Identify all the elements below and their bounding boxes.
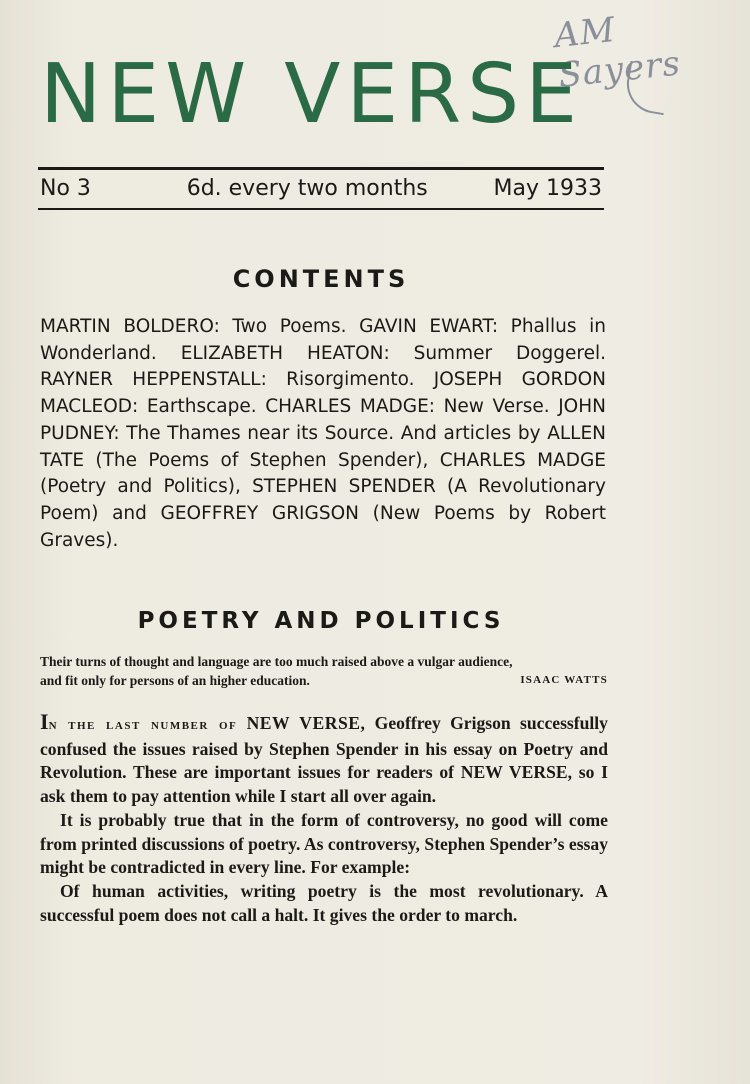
contents-heading: CONTENTS: [232, 265, 410, 293]
article-paragraph-2: It is probably true that in the form of controversy, no good will come from printed discussions of poetry. As controversy, Stephen Spender’s essay might be contradicted in every line. For example:: [40, 809, 608, 878]
signature-flourish: [622, 61, 672, 116]
paragraph-1-text: Geoffrey Grigson successfully confused the issues raised by Stephen Spender in his essay on Poetry and Revolution. These are important issues for readers of NEW VERSE, so I ask them to pay attention while I start all over again.: [40, 713, 608, 807]
article-heading: POETRY AND POLITICS: [137, 608, 505, 634]
article-paragraph-3: Of human activities, writing poetry is the most revolutionary. A successful poem does not call a halt. It gives the order to march.: [40, 880, 608, 925]
article-paragraph-1: [40, 710, 608, 809]
drop-cap: I: [40, 709, 49, 734]
masthead-title: NEW VERSE: [40, 47, 584, 142]
epigraph: [40, 652, 608, 690]
issue-date: May 1933: [493, 176, 602, 201]
masthead-rule-top: [38, 167, 604, 170]
opening-small-caps: n the last number of: [48, 717, 238, 733]
issue-number: No 3: [40, 176, 91, 201]
article-body: [40, 710, 608, 927]
contents-list: MARTIN BOLDERO: Two Poems. GAVIN EWART: Phallus in Wonderland. ELIZABETH HEATON: Summer Doggerel. RAYNER HEPPENSTALL: Risorgimento. JOSEPH GORDON MACLEOD: Earthscape. CHARLES MADGE: New Verse. JOHN PUDNEY: The Thames near its Source. And articles by ALLEN TATE (The Poems of Stephen Spender), CHARLES MADGE (Poetry and Politics), STEPHEN SPENDER (A Revolutionary Poem) and GEOFFREY GRIGSON (New Poems by Robert Graves).: [40, 316, 606, 551]
epigraph-attribution: ISAAC WATTS: [520, 674, 608, 686]
issue-info-bar: [40, 172, 602, 206]
handwritten-signature: AM Sayers: [552, 9, 683, 96]
magazine-name: NEW VERSE,: [246, 713, 366, 733]
epigraph-text: Their turns of thought and language are too much raised above a vulgar audience, and fit only for persons of an higher education.: [40, 654, 513, 688]
masthead-rule-bottom: [38, 208, 604, 210]
issue-price: 6d. every two months: [186, 176, 428, 201]
